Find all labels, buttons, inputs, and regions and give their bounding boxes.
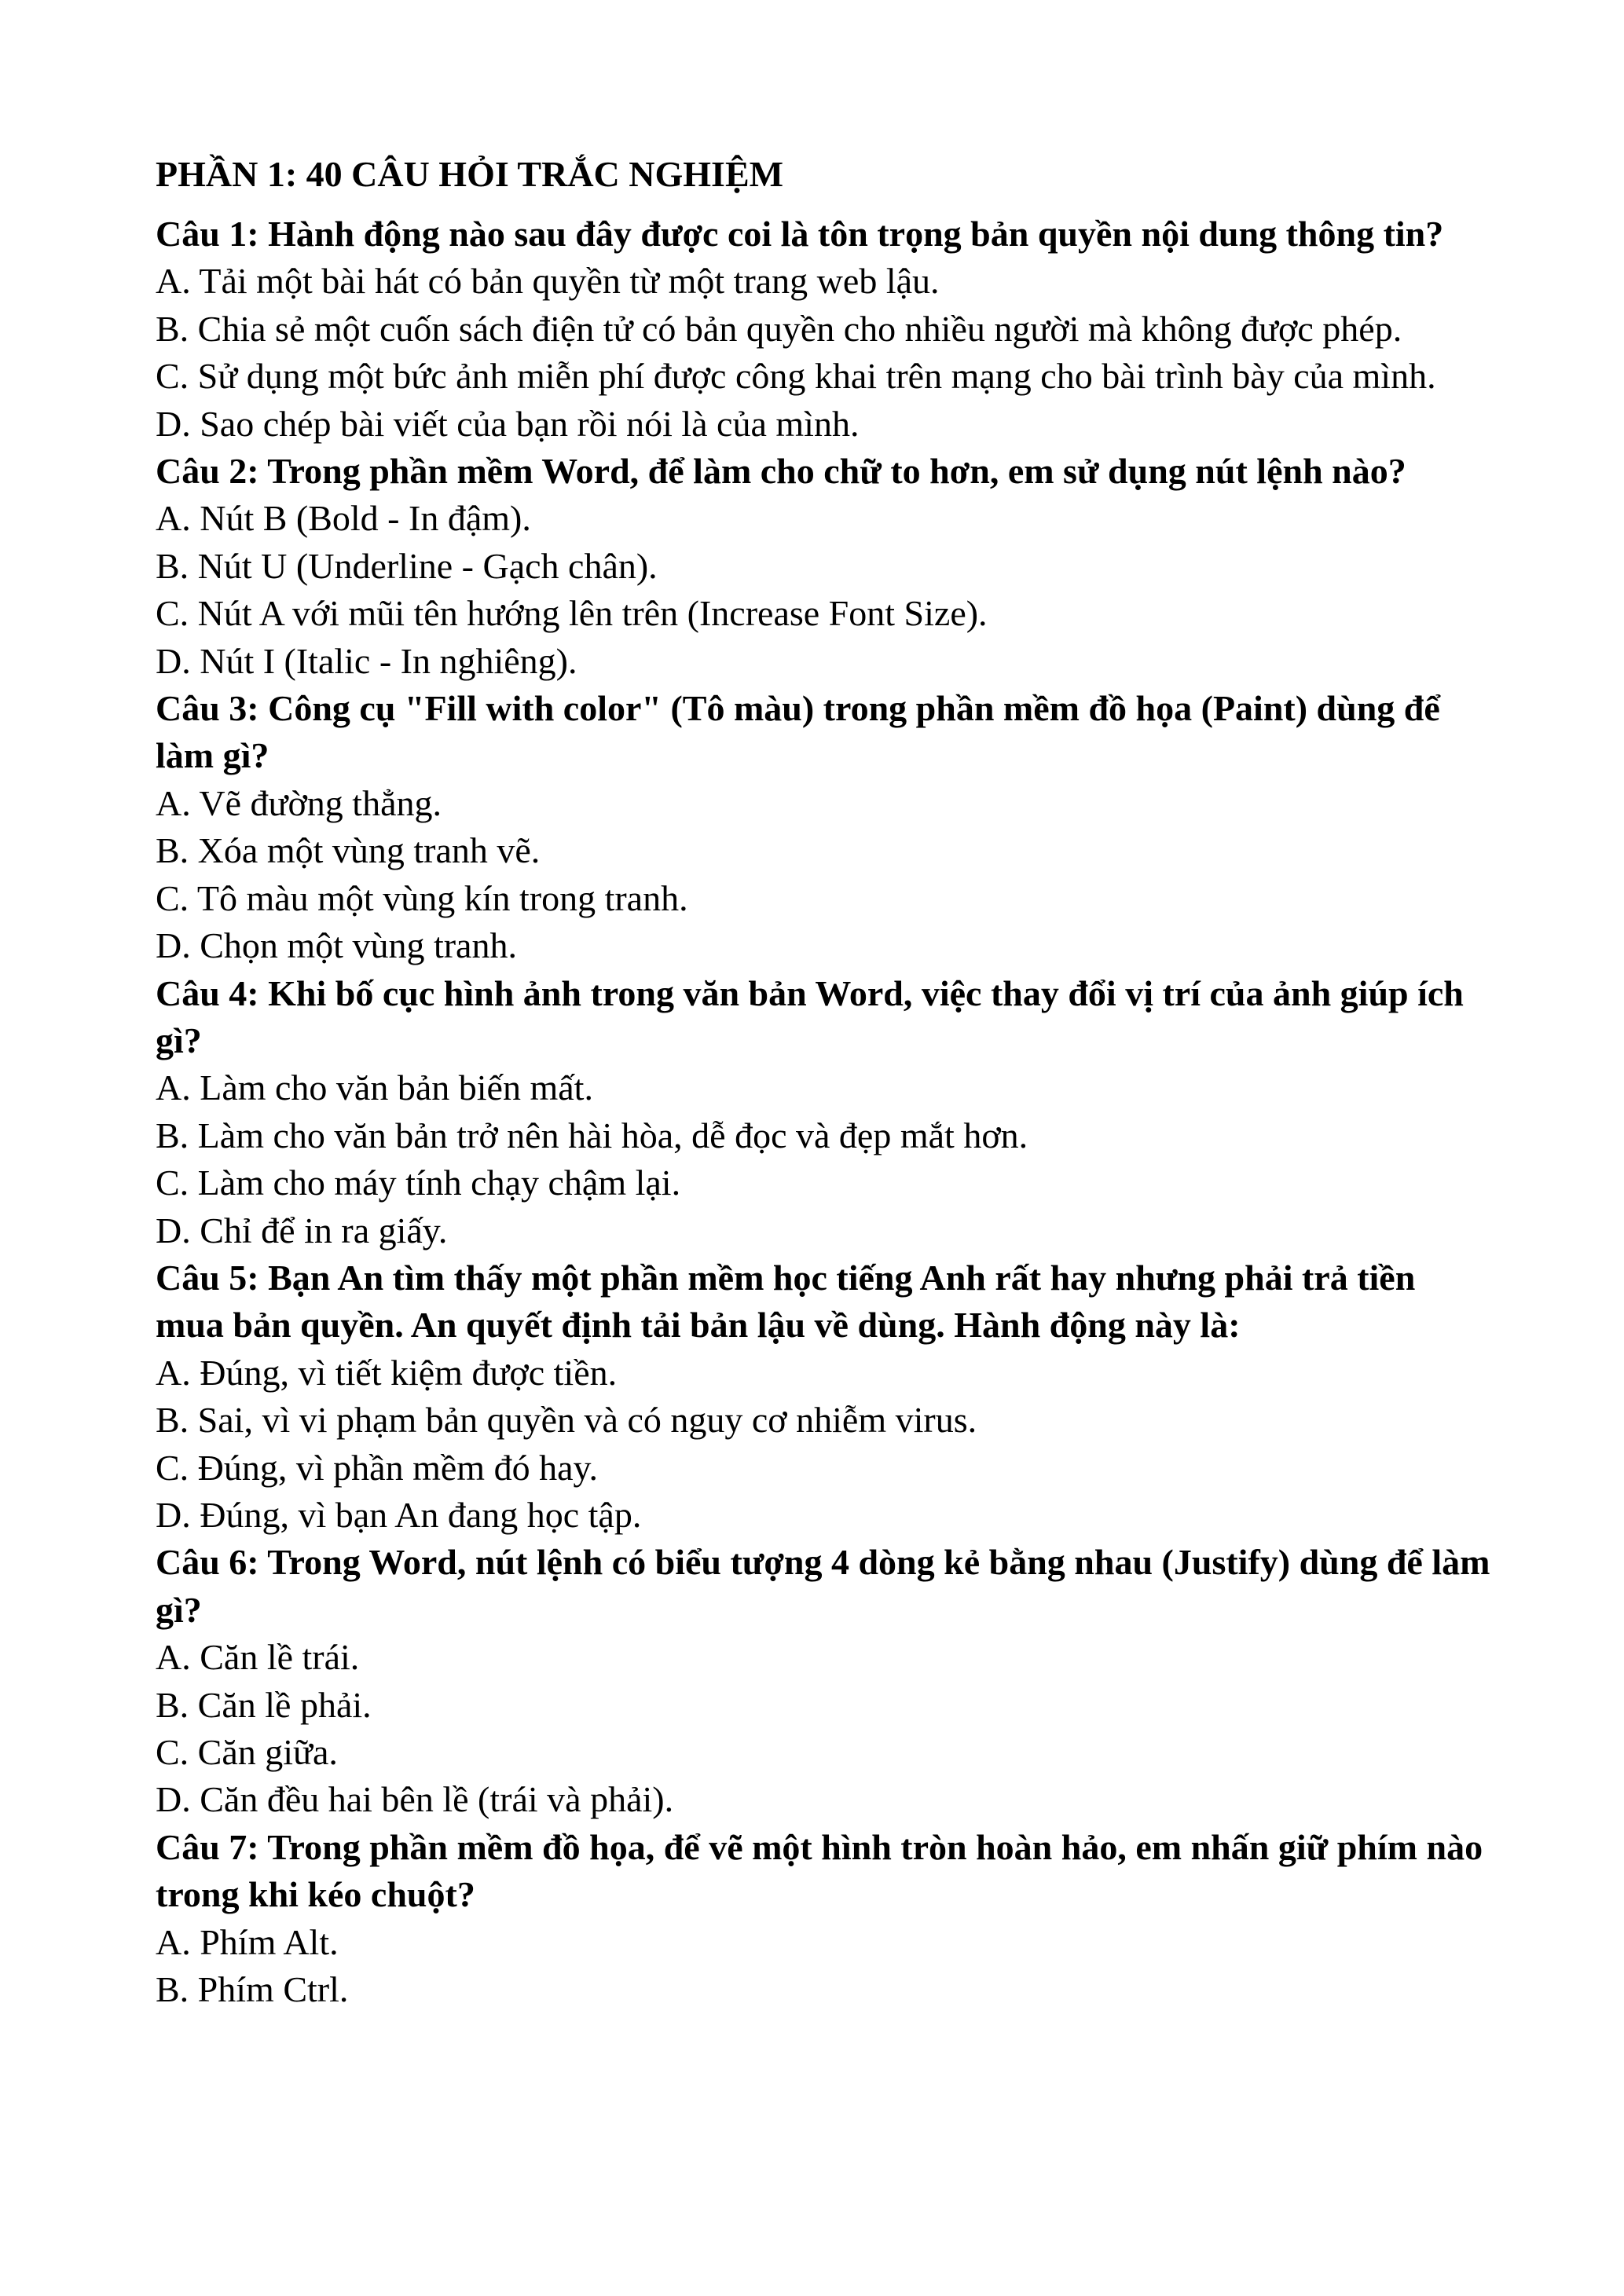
question-text: Câu 5: Bạn An tìm thấy một phần mềm học tiếng Anh rất hay nhưng phải trả tiền mua bản quyền. An quyết định tải bản lậu về dùng. Hành động này là:	[156, 1257, 1416, 1346]
question-6	[156, 1539, 1491, 1823]
answer-option: A. Đúng, vì tiết kiệm được tiền.	[156, 1352, 618, 1393]
section-title: PHẦN 1: 40 CÂU HỎI TRẮC NGHIỆM	[156, 154, 784, 194]
answer-option: D. Chọn một vùng tranh.	[156, 925, 517, 966]
answer-option: A. Vẽ đường thẳng.	[156, 782, 442, 823]
question-text: Câu 1: Hành động nào sau đây được coi là tôn trọng bản quyền nội dung thông tin?	[156, 214, 1444, 254]
question-text: Câu 2: Trong phần mềm Word, để làm cho chữ to hơn, em sử dụng nút lệnh nào?	[156, 451, 1406, 492]
answer-option: C. Sử dụng một bức ảnh miễn phí được công khai trên mạng cho bài trình bày của mình.	[156, 356, 1436, 397]
answer-option: C. Căn giữa.	[156, 1732, 338, 1772]
answer-option: D. Căn đều hai bên lề (trái và phải).	[156, 1779, 674, 1820]
document-page	[156, 151, 1491, 2013]
question-text: Câu 7: Trong phần mềm đồ họa, để vẽ một hình tròn hoàn hảo, em nhấn giữ phím nào trong khi kéo chuột?	[156, 1826, 1483, 1915]
question-text: Câu 4: Khi bố cục hình ảnh trong văn bản Word, việc thay đổi vị trí của ảnh giúp ích gì?	[156, 972, 1464, 1060]
answer-option: D. Đúng, vì bạn An đang học tập.	[156, 1494, 642, 1535]
answer-option: D. Nút I (Italic - In nghiêng).	[156, 640, 577, 681]
answer-option: A. Làm cho văn bản biến mất.	[156, 1067, 593, 1108]
answer-option: B. Phím Ctrl.	[156, 1969, 349, 2010]
answer-option: A. Phím Alt.	[156, 1921, 339, 1962]
question-7	[156, 1824, 1491, 2014]
question-text: Câu 6: Trong Word, nút lệnh có biểu tượng 4 dòng kẻ bằng nhau (Justify) dùng để làm gì?	[156, 1542, 1490, 1630]
answer-option: C. Làm cho máy tính chạy chậm lại.	[156, 1163, 681, 1203]
question-text: Câu 3: Công cụ "Fill with color" (Tô màu) trong phần mềm đồ họa (Paint) dùng để làm gì?	[156, 688, 1440, 776]
answer-option: D. Chỉ để in ra giấy.	[156, 1210, 448, 1251]
answer-option: A. Căn lề trái.	[156, 1637, 360, 1678]
question-1	[156, 211, 1491, 448]
answer-option: B. Làm cho văn bản trở nên hài hòa, dễ đọc và đẹp mắt hơn.	[156, 1115, 1028, 1155]
answer-option: B. Sai, vì vi phạm bản quyền và có nguy cơ nhiễm virus.	[156, 1400, 977, 1441]
question-4	[156, 970, 1491, 1254]
answer-option: C. Nút A với mũi tên hướng lên trên (Increase Font Size).	[156, 593, 988, 634]
answer-option: B. Căn lề phải.	[156, 1684, 372, 1725]
answer-option: A. Tải một bài hát có bản quyền từ một trang web lậu.	[156, 261, 940, 302]
answer-option: C. Đúng, vì phần mềm đó hay.	[156, 1447, 599, 1488]
answer-option: B. Xóa một vùng tranh vẽ.	[156, 830, 541, 871]
answer-option: A. Nút B (Bold - In đậm).	[156, 498, 531, 539]
answer-option: C. Tô màu một vùng kín trong tranh.	[156, 877, 688, 918]
question-3	[156, 685, 1491, 969]
question-5	[156, 1254, 1491, 1539]
answer-option: B. Chia sẻ một cuốn sách điện tử có bản quyền cho nhiều người mà không được phép.	[156, 308, 1402, 349]
answer-option: B. Nút U (Underline - Gạch chân).	[156, 545, 658, 586]
question-2	[156, 448, 1491, 685]
answer-option: D. Sao chép bài viết của bạn rồi nói là của mình.	[156, 403, 860, 444]
